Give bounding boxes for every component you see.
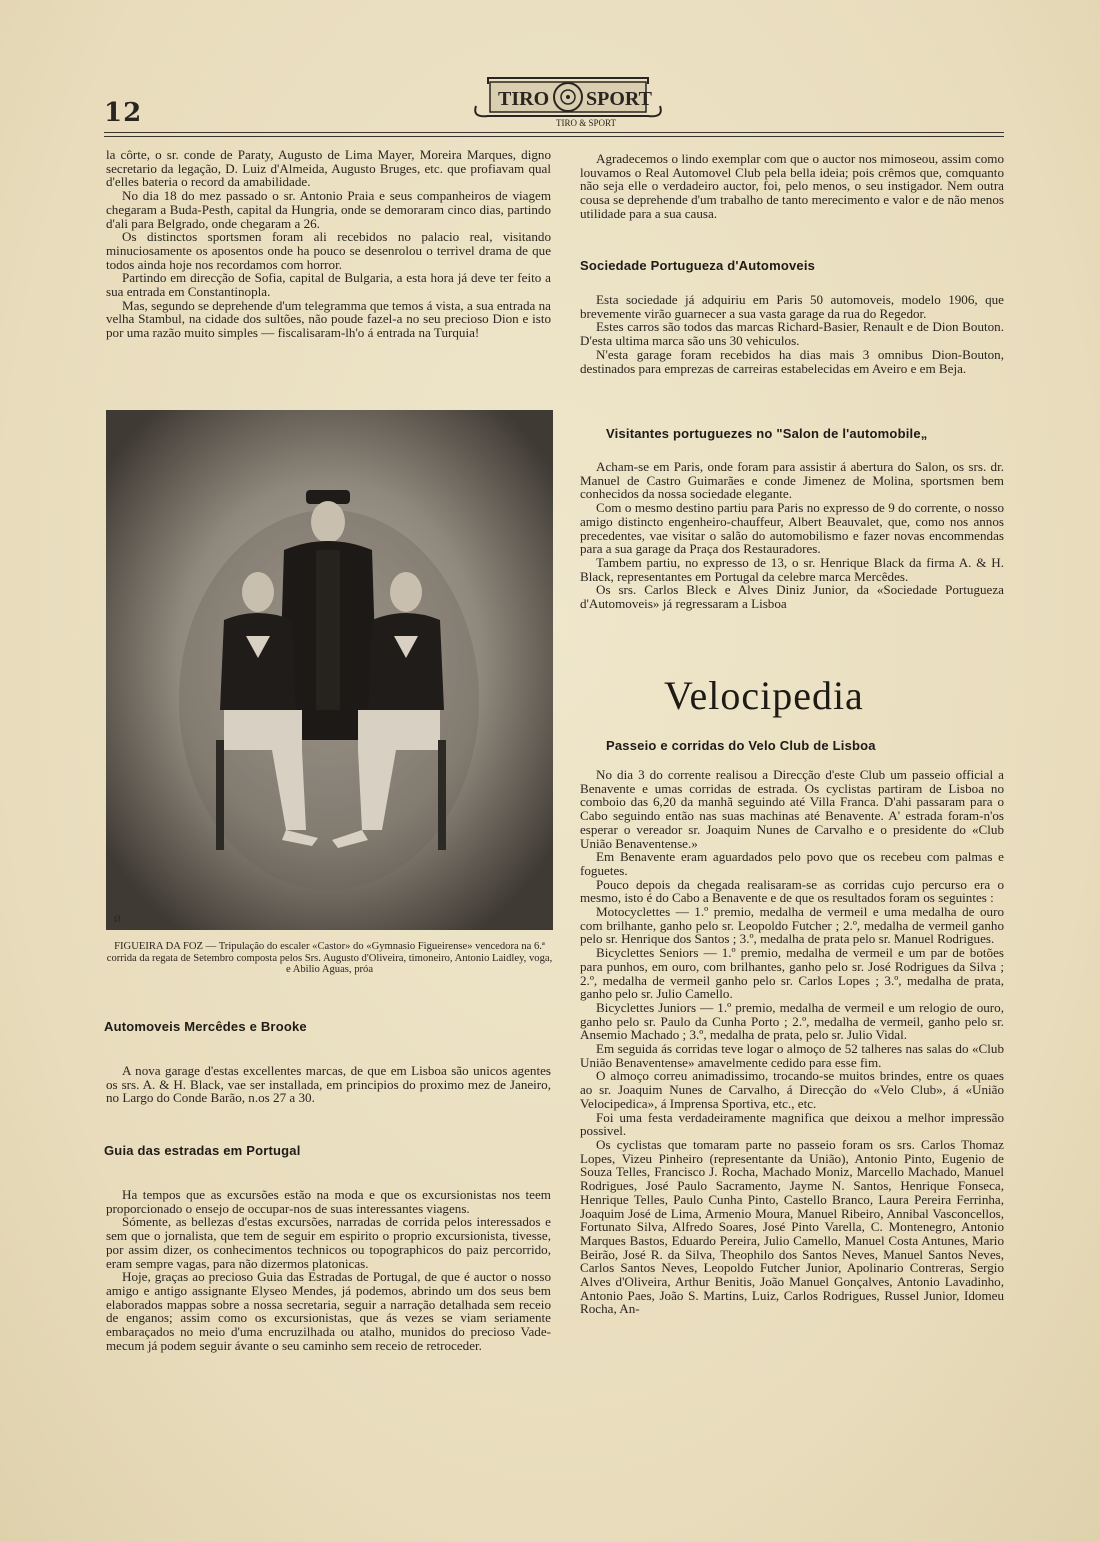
- photo-caption: FIGUEIRA DA FOZ — Tripulação do escaler «Castor» do «Gymnasio Figueirense» vencedora na 6.ª corrida da regata de Setembro composta pelos Srs. Augusto d'Oliveira, timoneiro, Antonio Laidley, voga, e Abilio Aguas, próa: [106, 941, 553, 976]
- paragraph: Esta sociedade já adquiriu em Paris 50 automoveis, modelo 1906, que brevemente virão guarnecer a sua vasta garage da rua do Regedor.: [580, 292, 1004, 321]
- paragraph: No dia 3 do corrente realisou a Direcção d'este Club um passeio official a Benavente e umas corridas de estrada. Os cyclistas partiram de Lisboa no comboio das 6,20 da manhã seguindo até Villa Franca. D'ahi passaram para o Cabo seguindo então nas suas machinas até Benavente. A' estrada foram-n'os esperar o vereador sr. Joaquim Nunes de Carvalho e o presidente do «Club União Benaventense.»: [580, 767, 1004, 851]
- paragraph: O almoço correu animadissimo, trocando-se muitos brindes, entre os quaes ao sr. Joaquim Nunes de Carvalho, á Direcção do «Velo Club», á «União Velocipedica», á Imprensa Sportiva, etc., etc.: [580, 1068, 1004, 1111]
- paragraph: Mas, segundo se deprehende d'um telegramma que temos á vista, a sua entrada na velha Stambul, na cidade dos sultões, não poude fazel-a no seu precioso Dion e isto por uma razão muito simples — fiscalisaram-lh'o á entrada na Turquia!: [106, 297, 551, 341]
- paragraph: la côrte, o sr. conde de Paraty, Augusto de Lima Mayer, Moreira Marques, digno secretario da legação, D. Luiz d'Almeida, Augusto Bruges, etc. que profiavam qual d'elles bateria o record da amabilidade.: [106, 147, 551, 190]
- paragraph: N'esta garage foram recebidos ha dias mais 3 omnibus Dion-Bouton, destinados para emprezas de carreiras estabelecidas em Aveiro e em Beja.: [580, 346, 1004, 376]
- section-heading: Guia das estradas em Portugal: [104, 1143, 301, 1158]
- right-column-intro: [580, 152, 1004, 221]
- section-heading: Sociedade Portugueza d'Automoveis: [580, 258, 816, 273]
- page-number: 12: [104, 98, 143, 128]
- section-heading: Automoveis Mercêdes e Brooke: [104, 1019, 307, 1034]
- paragraph: No dia 18 do mez passado o sr. Antonio Praia e seus companheiros de viagem chegaram a Buda-Pesth, capital da Hungria, onde se demoraram cinco dias, partindo d'ali para Belgrado, onde chegaram a 26.: [106, 188, 551, 231]
- paragraph: Os distinctos sportsmen foram ali recebidos no palacio real, visitando minuciosamente os aposentos onde ha pouco se desenrolou o terrivel drama de que todos ainda hoje nos recordamos com horror.: [106, 229, 551, 272]
- velocipedia-title: Velocipedia: [664, 673, 864, 718]
- paragraph: Acham-se em Paris, onde foram para assistir á abertura do Salon, os srs. dr. Manuel de Castro Guimarães e conde Jimenez de Molina, sportsmen bem conhecidos da nossa sociedade elegante.: [580, 459, 1004, 502]
- paragraph: Estes carros são todos das marcas Richard-Basier, Renault e de Dion Bouton. D'esta ultima marca são uns 30 vehiculos.: [580, 319, 1004, 349]
- paragraph: Os cyclistas que tomaram parte no passeio foram os srs. Carlos Thomaz Lopes, Vizeu Pinheiro (representante da União), Antonio Pinto, Eugenio de Souza Telles, Francisco J. Rocha, Machado Moniz, Marcello Machado, Manuel Rodrigues, José Paulo Sacramento, Jayme N. Santos, Henrique Fonseca, Henrique Telles, Paulo Cunha Pinto, Castello Branco, Laura Pereira Ferrinha, Joaquim José de Lima, Armenio Moura, Manuel Ribeiro, Annibal Vasconcellos, Fortunato Silva, Alfredo Soares, José Pinto Varella, C. Montenegro, Antonio Marques Bastos, Eduardo Pereira, Julio Camello, Manuel Costa Antunes, Mario Beirão, José R. da Silva, Theophilo dos Santos Neves, Manuel Santos Neves, Carlos Santos Neves, Leopoldo Futcher Junior, Apolinario Contreras, Sergio Alves d'Oliveira, Arthur Benitis, João Manuel Gonçalves, Antonio Lavadinho, Antonio Paes, João S. Martins, Luiz, Carlos Rodrigues, Russel Junior, Idomeu Rocha, An-: [580, 1136, 1004, 1317]
- paragraph: Pouco depois da chegada realisaram-se as corridas cujo percurso era o mesmo, isto é do Cabo a Benavente e de que os resultados foram os seguintes :: [580, 876, 1004, 906]
- svg-text:TIRO: TIRO: [498, 88, 550, 110]
- paragraph: Ha tempos que as excursões estão na moda e que os excursionistas nos teem proporcionado o ensejo de occupar-nos de suas interessantes viagens.: [106, 1187, 551, 1216]
- paragraph: Partindo em direcção de Sofia, capital de Bulgaria, a esta hora já deve ter feito a sua entrada em Constantinopla.: [106, 270, 551, 300]
- rowing-crew-photo: [106, 410, 553, 930]
- left-column-intro: [106, 148, 551, 340]
- paragraph: Em seguida ás corridas teve logar o almoço de 52 talheres nas salas do «Club União Benaventense» amavelmente cedido para esse fim.: [580, 1041, 1004, 1070]
- paragraph: Foi uma festa verdadeiramente magnifica que deixou a melhor impressão possivel.: [580, 1109, 1004, 1139]
- guia-article: [106, 1188, 551, 1352]
- section-heading: Passeio e corridas do Velo Club de Lisboa: [606, 738, 876, 753]
- paragraph: Hoje, graças ao precioso Guia das Estradas de Portugal, de que é auctor o nosso amigo e antigo assignante Elyseo Mendes, já podemos, abrindo um dos seus bem elaborados mappas sobre a nossa secretaria, seguir a narração detalhada sem receio de enganos; assim como os excursionistas, que ás vezes se viam seriamente embaraçados no meio d'uma encruzilhada ou atalho, munidos do precioso Vade-mecum já podem seguir ávante o seu caminho sem receio de retroceder.: [106, 1269, 551, 1353]
- masthead-logo: [468, 66, 668, 128]
- paragraph: Em Benavente eram aguardados pelo povo que os recebeu com palmas e foguetes.: [580, 849, 1004, 878]
- svg-text:SPORT: SPORT: [586, 88, 652, 110]
- masthead-text: TIRO & SPORT: [556, 118, 616, 128]
- svg-text:Ø: Ø: [114, 914, 121, 924]
- paragraph: Motocyclettes — 1.º premio, medalha de vermeil e uma medalha de ouro com brilhante, ganho pelo sr. Leopoldo Futcher ; 2.º, medalha de vermeil ganho pelo sr. Henrique dos Santos ; 3.º, medalha de prata pelo sr. Manuel Rodrigues.: [580, 904, 1004, 947]
- paragraph: Bicyclettes Juniors — 1.º premio, medalha de vermeil e um relogio de ouro, ganho pelo sr. Paulo da Cunha Porto ; 2.º, medalha de vermeil, ganho pelo sr. Ansemio Machado ; 3.º, medalha de prata, pelo sr. Julio Vidal.: [580, 999, 1004, 1043]
- paragraph: Bicyclettes Seniors — 1.º premio, medalha de vermeil e um par de botões para punhos, em ouro, com brilhantes, ganho pelo sr. José Rodrigues da Silva ; 2.º, medalha de vermeil ganho pelo sr. Carlos Lopes ; 3.º, medalha de prata, ganho pelo sr. Julio Camello.: [580, 945, 1004, 1002]
- visitantes-article: [580, 460, 1004, 611]
- header-rule: [104, 132, 1004, 133]
- paragraph: Os srs. Carlos Bleck e Alves Diniz Junior, da «Sociedade Portugueza d'Automoveis» já regressaram a Lisboa: [580, 582, 1004, 612]
- sociedade-article: [580, 293, 1004, 375]
- paragraph: Tambem partiu, no expresso de 13, o sr. Henrique Black da firma A. & H. Black, representantes em Portugal da celebre marca Mercêdes.: [580, 554, 1004, 584]
- paragraph: Sómente, as bellezas d'estas excursões, narradas de corrida pelos interessados e sem que o jornalista, que tem de seguir em espirito o proprio excursionista, tivesse, por assim dizer, os conhecimentos technicos ou topographicos do paiz percorrido, eram sempre vagas, para não dizermos platonicas.: [106, 1214, 551, 1271]
- velocipedia-article: [580, 768, 1004, 1316]
- paragraph: A nova garage d'estas excellentes marcas, de que em Lisboa são unicos agentes os srs. A. & H. Black, vae ser installada, em principios do proximo mez de Janeiro, no Largo do Conde Barão, n.os 27 a 30.: [106, 1063, 551, 1106]
- paragraph: Agradecemos o lindo exemplar com que o auctor nos mimoseou, assim como louvamos o Real Automovel Club pela bella ideia; pois crêmos que, comquanto não seja elle o verdadeiro auctor, foi, pelo menos, o seu instigador. Nem outra cousa se deprehende d'um trabalho de tanto merecimento e valor e de não menos utilidade para a sua causa.: [580, 151, 1004, 221]
- automoveis-article: [106, 1064, 551, 1105]
- paragraph: Com o mesmo destino partiu para Paris no expresso de 9 do corrente, o nosso amigo distincto engenheiro-chauffeur, Albert Beauvalet, que, como nos annos precedentes, vae visitar o salão do automobilismo e fazer novas encommendas para a sua garage da Praça dos Restauradores.: [580, 500, 1004, 557]
- section-heading: Visitantes portuguezes no "Salon de l'automobile„: [606, 426, 928, 441]
- header-rule-double: [104, 136, 1004, 137]
